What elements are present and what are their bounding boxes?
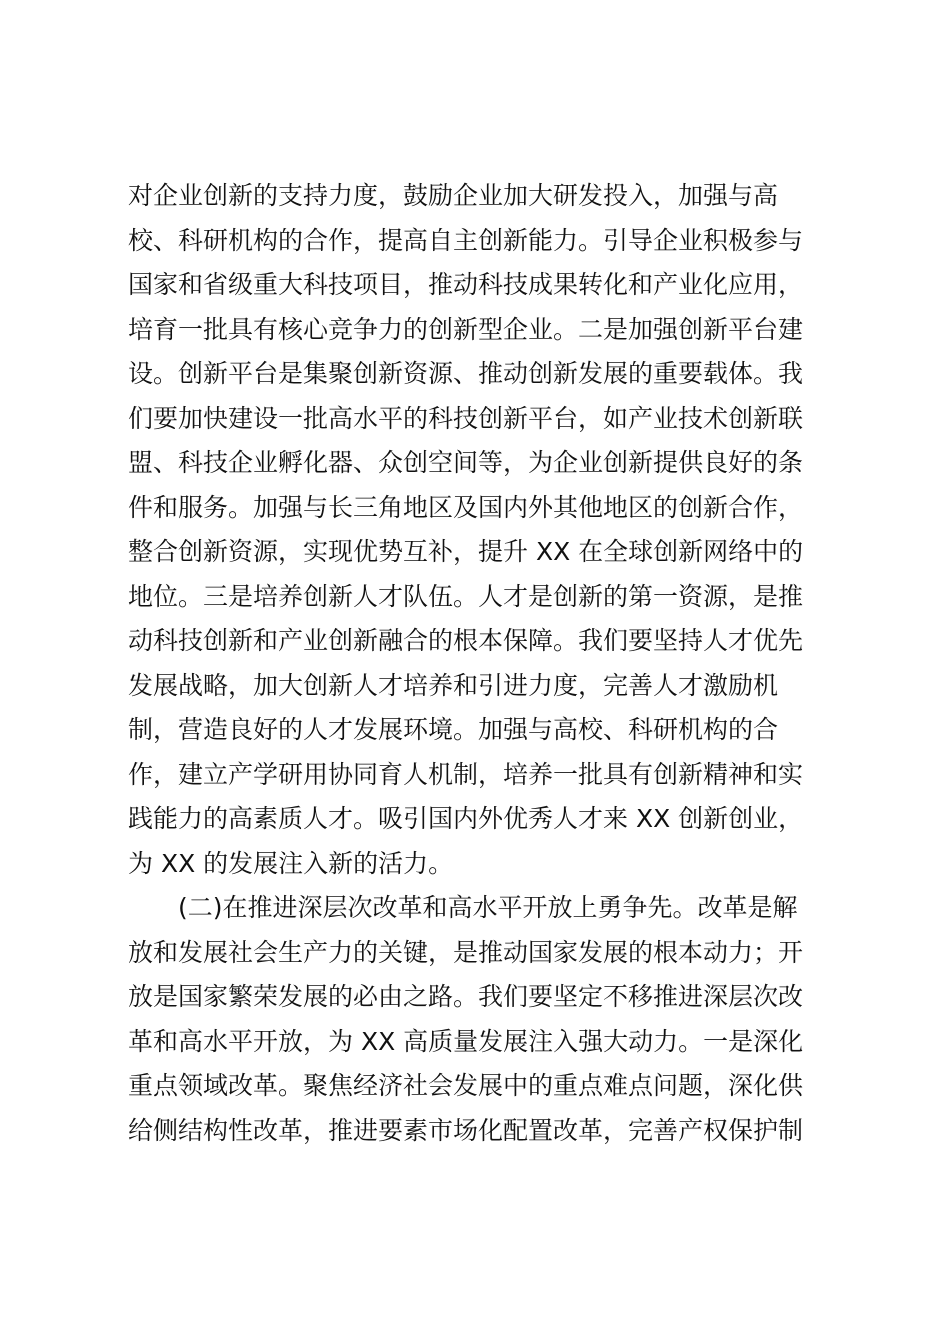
text-line: 放是国家繁荣发展的必由之路。我们要坚定不移推进深层次改: [128, 982, 804, 1011]
text-line: 给侧结构性改革，推进要素市场化配置改革，完善产权保护制: [128, 1115, 804, 1145]
document-body: [128, 174, 828, 1153]
text-line: 制，营造良好的人才发展环境。加强与高校、科研机构的合: [128, 715, 779, 744]
text-line: 对企业创新的支持力度，鼓励企业加大研发投入，加强与高: [128, 181, 779, 210]
paragraph-2: [128, 886, 828, 1153]
text-line: 放和发展社会生产力的关键，是推动国家发展的根本动力；开: [128, 937, 804, 967]
text-line: 地位。三是培养创新人才队伍。人才是创新的第一资源，是推: [128, 581, 804, 611]
text-line: 设。创新平台是集聚创新资源、推动创新发展的重要载体。我: [128, 359, 804, 388]
text-line: 为 XX 的发展注入新的活力。: [128, 848, 454, 878]
text-line: 发展战略，加大创新人才培养和引进力度，完善人才激励机: [128, 670, 779, 700]
text-line: 国家和省级重大科技项目，推动科技成果转化和产业化应用，: [128, 270, 804, 299]
text-line-indented: (二)在推进深层次改革和高水平开放上勇争先。改革是解: [178, 893, 798, 922]
paragraph-1: [128, 174, 828, 886]
text-line: 动科技创新和产业创新融合的根本保障。我们要坚持人才优先: [128, 626, 804, 655]
text-line: 践能力的高素质人才。吸引国内外优秀人才来 XX 创新创业，: [128, 804, 804, 833]
text-line: 们要加快建设一批高水平的科技创新平台，如产业技术创新联: [128, 403, 804, 433]
text-line: 校、科研机构的合作，提高自主创新能力。引导企业积极参与: [128, 225, 804, 255]
text-line: 件和服务。加强与长三角地区及国内外其他地区的创新合作，: [128, 492, 804, 522]
text-line: 盟、科技企业孵化器、众创空间等，为企业创新提供良好的条: [128, 448, 804, 477]
text-line: 作，建立产学研用协同育人机制，培养一批具有创新精神和实: [128, 759, 804, 789]
text-line: 整合创新资源，实现优势互补，提升 XX 在全球创新网络中的: [128, 537, 804, 566]
text-line: 培育一批具有核心竞争力的创新型企业。二是加强创新平台建: [128, 314, 804, 344]
text-line: 重点领域改革。聚焦经济社会发展中的重点难点问题，深化供: [128, 1071, 804, 1100]
text-line: 革和高水平开放，为 XX 高质量发展注入强大动力。一是深化: [128, 1026, 804, 1056]
